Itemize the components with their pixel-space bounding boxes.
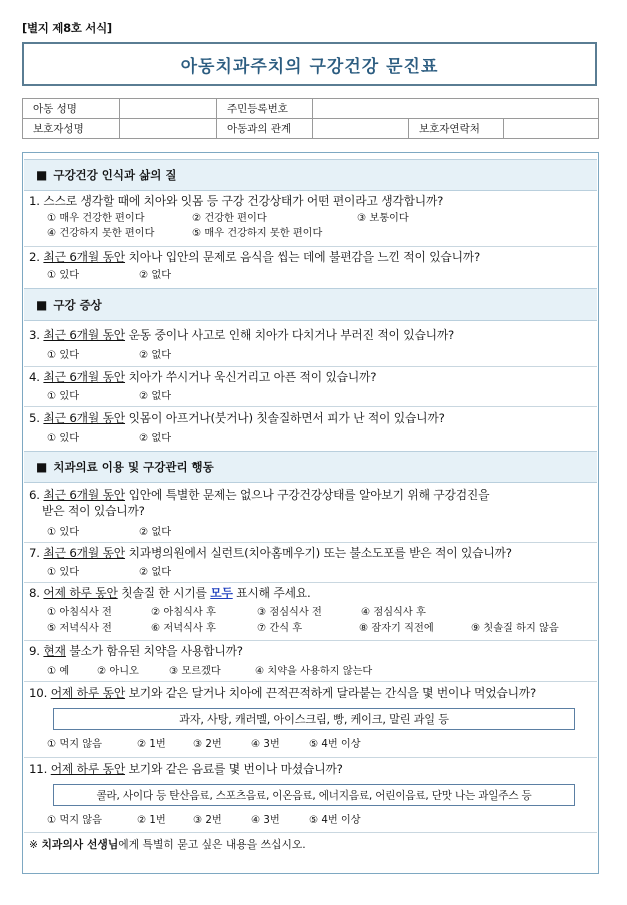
section-title: 구강 증상 (53, 297, 102, 312)
q4-options (47, 390, 347, 404)
q1-option-2[interactable]: ② 건강한 편이다 (192, 213, 267, 224)
q2-option-1[interactable]: ① 있다 (47, 270, 80, 281)
q8-option-1[interactable]: ① 아침식사 전 (47, 607, 112, 618)
question-text: 칫솔질 한 시기를 (117, 586, 211, 600)
q3-option-2[interactable]: ② 없다 (139, 350, 172, 361)
question-number: 8. (29, 586, 40, 600)
square-bullet-icon: ■ (36, 297, 48, 312)
section-title: 구강건강 인식과 삶의 질 (53, 168, 177, 182)
q4-option-2[interactable]: ② 없다 (139, 391, 172, 402)
q6-option-2[interactable]: ② 없다 (139, 527, 172, 538)
q11-options (47, 814, 467, 828)
divider (24, 757, 597, 758)
info-table (22, 98, 599, 139)
q2-options (47, 269, 347, 283)
section-header-quality-of-life (24, 159, 597, 191)
relation-label: 아동과의 관계 (217, 119, 313, 139)
questionnaire-box (22, 152, 599, 874)
q10-option-1[interactable]: ① 먹지 않음 (47, 739, 102, 750)
q6-option-1[interactable]: ① 있다 (47, 527, 80, 538)
info-row (23, 119, 599, 139)
title-box (22, 42, 597, 86)
divider (24, 366, 597, 367)
q11-option-5[interactable]: ⑤ 4번 이상 (309, 815, 361, 826)
emphasis-blue-text: 모두 (210, 586, 233, 600)
q4-option-1[interactable]: ① 있다 (47, 391, 80, 402)
question-number: 3. (29, 328, 40, 342)
question-number: 6. (29, 488, 40, 502)
q8-option-6[interactable]: ⑥ 저녁식사 후 (151, 623, 216, 634)
question-11 (29, 761, 594, 777)
q1-option-5[interactable]: ⑤ 매우 건강하지 못한 편이다 (192, 228, 323, 239)
question-number: 11. (29, 762, 48, 776)
q8-option-5[interactable]: ⑤ 저녁식사 전 (47, 623, 112, 634)
question-number: 2. (29, 250, 40, 264)
q1-option-4[interactable]: ④ 건강하지 못한 편이다 (47, 228, 155, 239)
q3-options (47, 349, 347, 363)
divider (24, 640, 597, 641)
question-3 (29, 327, 594, 343)
question-text: 보기와 같은 음료를 몇 번이나 마셨습니까? (125, 762, 343, 776)
resident-no-field[interactable] (313, 99, 599, 119)
emphasis-text: 최근 6개월 동안 (43, 411, 126, 425)
guardian-name-label: 보호자성명 (23, 119, 120, 139)
child-name-label: 아동 성명 (23, 99, 120, 119)
q1-option-3[interactable]: ③ 보통이다 (357, 213, 409, 224)
question-number: 9. (29, 644, 40, 658)
q11-option-4[interactable]: ④ 3번 (251, 815, 280, 826)
question-8 (29, 585, 594, 601)
emphasis-text: 어제 하루 동안 (50, 686, 126, 700)
guardian-name-field[interactable] (120, 119, 217, 139)
q11-option-2[interactable]: ② 1번 (137, 815, 166, 826)
page-title: 아동치과주치의 구강건강 문진표 (180, 56, 439, 77)
emphasis-text: 최근 6개월 동안 (43, 370, 126, 384)
q11-option-3[interactable]: ③ 2번 (193, 815, 222, 826)
q10-options (47, 738, 467, 752)
question-text: 보기와 같은 달거나 치아에 끈적끈적하게 달라붙는 간식을 몇 번이나 먹었습니까? (125, 686, 537, 700)
note-bold-text: 치과의사 선생님 (41, 838, 119, 851)
q10-example-box: 과자, 사탕, 캐러멜, 아이스크림, 빵, 케이크, 말린 과일 등 (53, 708, 575, 730)
question-10 (29, 685, 594, 701)
question-4 (29, 369, 594, 385)
q1-options (47, 212, 587, 242)
q10-option-2[interactable]: ② 1번 (137, 739, 166, 750)
divider (24, 681, 597, 682)
q7-option-2[interactable]: ② 없다 (139, 567, 172, 578)
note-text: 에게 특별히 묻고 싶은 내용을 쓰십시오. (118, 838, 306, 851)
q8-option-9[interactable]: ⑨ 칫솔질 하지 않음 (471, 623, 559, 634)
square-bullet-icon: ■ (36, 460, 48, 474)
question-text: 치아나 입안의 문제로 음식을 씹는 데에 불편감을 느낀 적이 있습니까? (125, 250, 481, 264)
emphasis-text: 최근 6개월 동안 (43, 250, 126, 264)
q10-option-3[interactable]: ③ 2번 (193, 739, 222, 750)
emphasis-text: 최근 6개월 동안 (43, 546, 126, 560)
divider (24, 406, 597, 407)
question-9 (29, 643, 594, 659)
q6-options (47, 526, 347, 540)
question-number: 7. (29, 546, 40, 560)
q9-option-4[interactable]: ④ 치약을 사용하지 않는다 (255, 666, 373, 677)
emphasis-text: 어제 하루 동안 (50, 762, 126, 776)
question-2 (29, 249, 594, 265)
q2-option-2[interactable]: ② 없다 (139, 270, 172, 281)
section-header-dental-care (24, 451, 597, 483)
q8-options (47, 606, 592, 636)
relation-field[interactable] (313, 119, 409, 139)
q8-option-8[interactable]: ⑧ 잠자기 직전에 (359, 623, 434, 634)
q1-option-1[interactable]: ① 매우 건강한 편이다 (47, 213, 145, 224)
question-7 (29, 545, 594, 561)
guardian-phone-field[interactable] (504, 119, 599, 139)
question-text: 운동 중이나 사고로 인해 치아가 다치거나 부러진 적이 있습니까? (125, 328, 455, 342)
divider (24, 246, 597, 247)
form-number-label: [별지 제8호 서식] (22, 21, 112, 35)
info-row (23, 99, 599, 119)
dentist-note (29, 837, 306, 852)
note-answer-area[interactable] (29, 855, 589, 869)
q9-option-3[interactable]: ③ 모르겠다 (169, 666, 221, 677)
divider (24, 832, 597, 833)
q8-option-7[interactable]: ⑦ 간식 후 (257, 623, 303, 634)
question-text: 치아가 쑤시거나 욱신거리고 아픈 적이 있습니까? (125, 370, 377, 384)
question-text-end: 표시해 주세요. (232, 586, 311, 600)
question-5 (29, 410, 594, 426)
guardian-phone-label: 보호자연락처 (409, 119, 504, 139)
question-number: 5. (29, 411, 40, 425)
q3-option-1[interactable]: ① 있다 (47, 350, 80, 361)
question-1: 1. 스스로 생각할 때에 치아와 잇몸 등 구강 건강상태가 어떤 편이라고 생각합니까? (29, 194, 444, 208)
q9-options (47, 665, 467, 679)
q8-option-4[interactable]: ④ 점심식사 후 (361, 607, 426, 618)
q5-option-1[interactable]: ① 있다 (47, 433, 80, 444)
q8-option-3[interactable]: ③ 점심식사 전 (257, 607, 322, 618)
emphasis-text: 최근 6개월 동안 (43, 328, 126, 342)
q9-option-2[interactable]: ② 아니오 (97, 666, 139, 677)
q10-option-4[interactable]: ④ 3번 (251, 739, 280, 750)
emphasis-text: 어제 하루 동안 (43, 586, 118, 600)
q7-option-1[interactable]: ① 있다 (47, 567, 80, 578)
q5-options (47, 432, 347, 446)
question-number: 10. (29, 686, 48, 700)
note-mark: ※ (29, 838, 42, 851)
child-name-field[interactable] (120, 99, 217, 119)
emphasis-text: 최근 6개월 동안 (43, 488, 126, 502)
question-text: 치과병의원에서 실런트(치아홈메우기) 또는 불소도포를 받은 적이 있습니까? (125, 546, 512, 560)
resident-no-label: 주민등록번호 (217, 99, 313, 119)
question-text-cont: 받은 적이 있습니까? (42, 504, 145, 518)
divider (24, 542, 597, 543)
section-header-oral-symptoms (24, 288, 597, 321)
question-text: 입안에 특별한 문제는 없으나 구강건강상태를 알아보기 위해 구강검진을 (125, 488, 490, 502)
emphasis-text: 현재 (43, 644, 66, 658)
q11-example-box: 콜라, 사이다 등 탄산음료, 스포츠음료, 이온음료, 에너지음료, 어린이음료, 단맛 나는 과일주스 등 (53, 784, 575, 806)
question-number: 4. (29, 370, 40, 384)
question-text: 불소가 함유된 치약을 사용합니까? (65, 644, 243, 658)
question-6 (29, 487, 594, 519)
divider (24, 582, 597, 583)
q9-option-1[interactable]: ① 예 (47, 666, 70, 677)
q10-option-5[interactable]: ⑤ 4번 이상 (309, 739, 361, 750)
q5-option-2[interactable]: ② 없다 (139, 433, 172, 444)
square-bullet-icon: ■ (36, 168, 48, 182)
q8-option-2[interactable]: ② 아침식사 후 (151, 607, 216, 618)
section-title: 치과의료 이용 및 구강관리 행동 (53, 460, 214, 474)
q7-options (47, 566, 347, 580)
question-text: 잇몸이 아프거나(붓거나) 칫솔질하면서 피가 난 적이 있습니까? (125, 411, 445, 425)
q11-option-1[interactable]: ① 먹지 않음 (47, 815, 102, 826)
